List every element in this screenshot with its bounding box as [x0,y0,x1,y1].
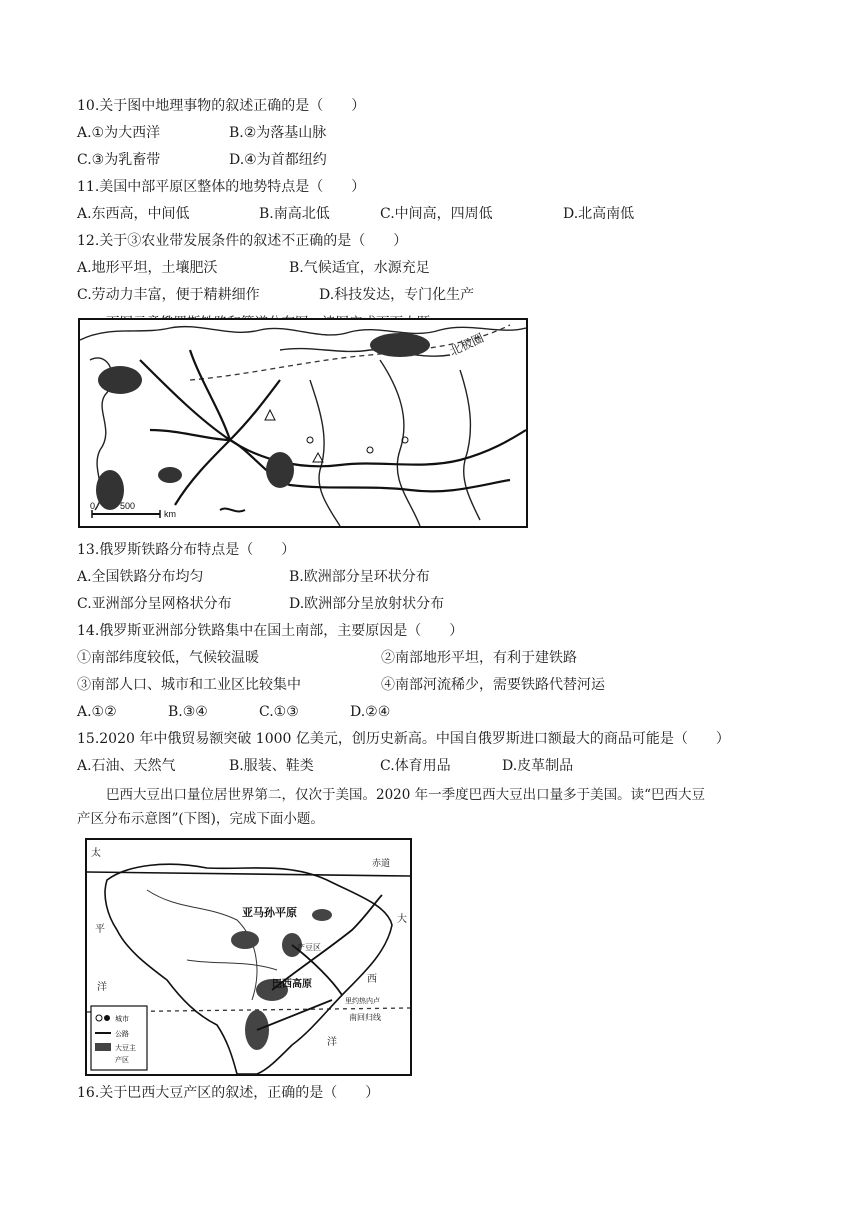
arctic-circle-label: 北极圈 [447,330,486,359]
question-12-option-a: A.地形平坦，土壤肥沃 [77,260,218,276]
question-14-option-c: C.①③ [259,704,299,720]
river-yenisei [380,360,420,526]
question-14-statement-3: ③南部人口、城市和工业区比较集中 [77,677,301,693]
scale-zero: 0 [90,501,96,511]
question-10-stem: 10.关于图中地理事物的叙述正确的是（ ） [77,98,366,114]
sea-symbol [220,509,245,512]
city-marker-2 [367,447,373,453]
pacific-label-2: 平 [95,924,105,935]
legend-city: 城市 [115,1016,129,1023]
question-12-stem: 12.关于③农业带发展条件的叙述不正确的是（ ） [77,233,408,249]
question-10-option-a: A.①为大西洋 [77,125,161,141]
question-13-option-b: B.欧洲部分呈环状分布 [289,569,430,585]
brazil-soybean-map [85,838,412,1076]
brazil-intro-line-1: 巴西大豆出口量位居世界第二，仅次于美国。2020 年一季度巴西大豆出口量多于美国。读“巴西大豆 [106,787,706,803]
triangle-marker-1 [265,410,275,420]
southwest-branch-railway [175,440,230,505]
russia-map-drawing [80,320,526,526]
equator-label: 赤道 [372,858,391,868]
pacific-label-1: 太 [91,848,101,859]
soy-area-2 [231,931,259,949]
northeast-branch-railway [230,380,280,440]
question-12-option-b: B.气候适宜，水源充足 [289,260,430,276]
question-11-option-a: A.东西高，中间低 [77,206,190,222]
legend-road: 公路 [115,1031,129,1038]
question-13-stem: 13.俄罗斯铁路分布特点是（ ） [77,542,296,558]
question-16-stem: 16.关于巴西大豆产区的叙述，正确的是（ ） [77,1085,380,1101]
question-15-option-c: C.体育用品 [380,758,451,774]
northern-island [370,333,430,357]
question-14-stem: 14.俄罗斯亚洲部分铁路集中在国土南部，主要原因是（ ） [77,623,464,639]
russia-railway-map [78,318,528,528]
question-14-statement-2: ②南部地形平坦，有利于建铁路 [381,650,577,666]
question-14-statement-1: ①南部纬度较低，气候较温暖 [77,650,259,666]
question-15-option-d: D.皮革制品 [502,758,574,774]
question-14-statement-4: ④南部河流稀少，需要铁路代替河运 [381,677,605,693]
arctic-coastline [80,327,526,340]
atlantic-label-2: 西 [367,974,377,985]
highway-2 [257,1000,332,1030]
amazon-plain-label: 亚马孙平原 [242,907,297,919]
brazil-map-drawing [87,840,410,1074]
pacific-label-3: 洋 [97,982,107,993]
city-marker-1 [307,437,313,443]
question-15-stem: 15.2020 年中俄贸易额突破 1000 亿美元，创历史新高。中国自俄罗斯进口额最大的商品可能是（ ） [77,731,730,747]
triangle-marker-2 [313,453,323,462]
question-11-option-d: D.北高南低 [563,206,635,222]
question-12-option-d: D.科技发达，专门化生产 [319,287,475,303]
river-ob [310,380,340,526]
capital-label: 里约热内卢 [345,998,380,1005]
scale-unit: km [164,509,176,519]
question-13-option-d: D.欧洲部分呈放射状分布 [289,596,445,612]
region-label: 产豆区 [297,943,321,952]
question-14-option-a: A.①② [77,704,117,720]
legend-area-line-2: 产区 [115,1057,129,1064]
industrial-area [266,452,294,488]
river-lena [460,370,480,520]
border-line-2 [187,960,277,970]
legend-area-line-1: 大豆主 [115,1045,136,1052]
soy-area-1 [312,909,332,921]
brazil-intro-line-2: 产区分布示意图”(下图)，完成下面小题。 [77,811,324,827]
tropic-label: 南回归线 [349,1013,381,1022]
question-11-option-b: B.南高北低 [259,206,330,222]
equator-line [87,872,410,876]
scale-value: 500 [120,501,136,511]
question-10-option-c: C.③为乳畜带 [77,152,161,168]
atlantic-label-3: 洋 [327,1037,337,1048]
question-11-stem: 11.美国中部平原区整体的地势特点是（ ） [77,179,366,195]
lake-area-1 [98,366,142,394]
map-legend [91,1006,147,1070]
question-13-option-c: C.亚洲部分呈网格状分布 [77,596,232,612]
question-14-option-b: B.③④ [168,704,208,720]
question-13-option-a: A.全国铁路分布均匀 [77,569,204,585]
question-15-option-b: B.服装、鞋类 [229,758,314,774]
brazil-plateau-label: 巴西高原 [272,979,312,990]
question-14-option-d: D.②④ [350,704,391,720]
question-12-option-c: C.劳动力丰富，便于精耕细作 [77,287,260,303]
atlantic-label-1: 大 [397,914,407,925]
question-15-option-a: A.石油、天然气 [77,758,176,774]
lake-area-3 [158,467,182,483]
question-10-option-b: B.②为落基山脉 [229,125,327,141]
question-11-option-c: C.中间高，四周低 [380,206,493,222]
question-10-option-d: D.④为首都纽约 [229,152,327,168]
